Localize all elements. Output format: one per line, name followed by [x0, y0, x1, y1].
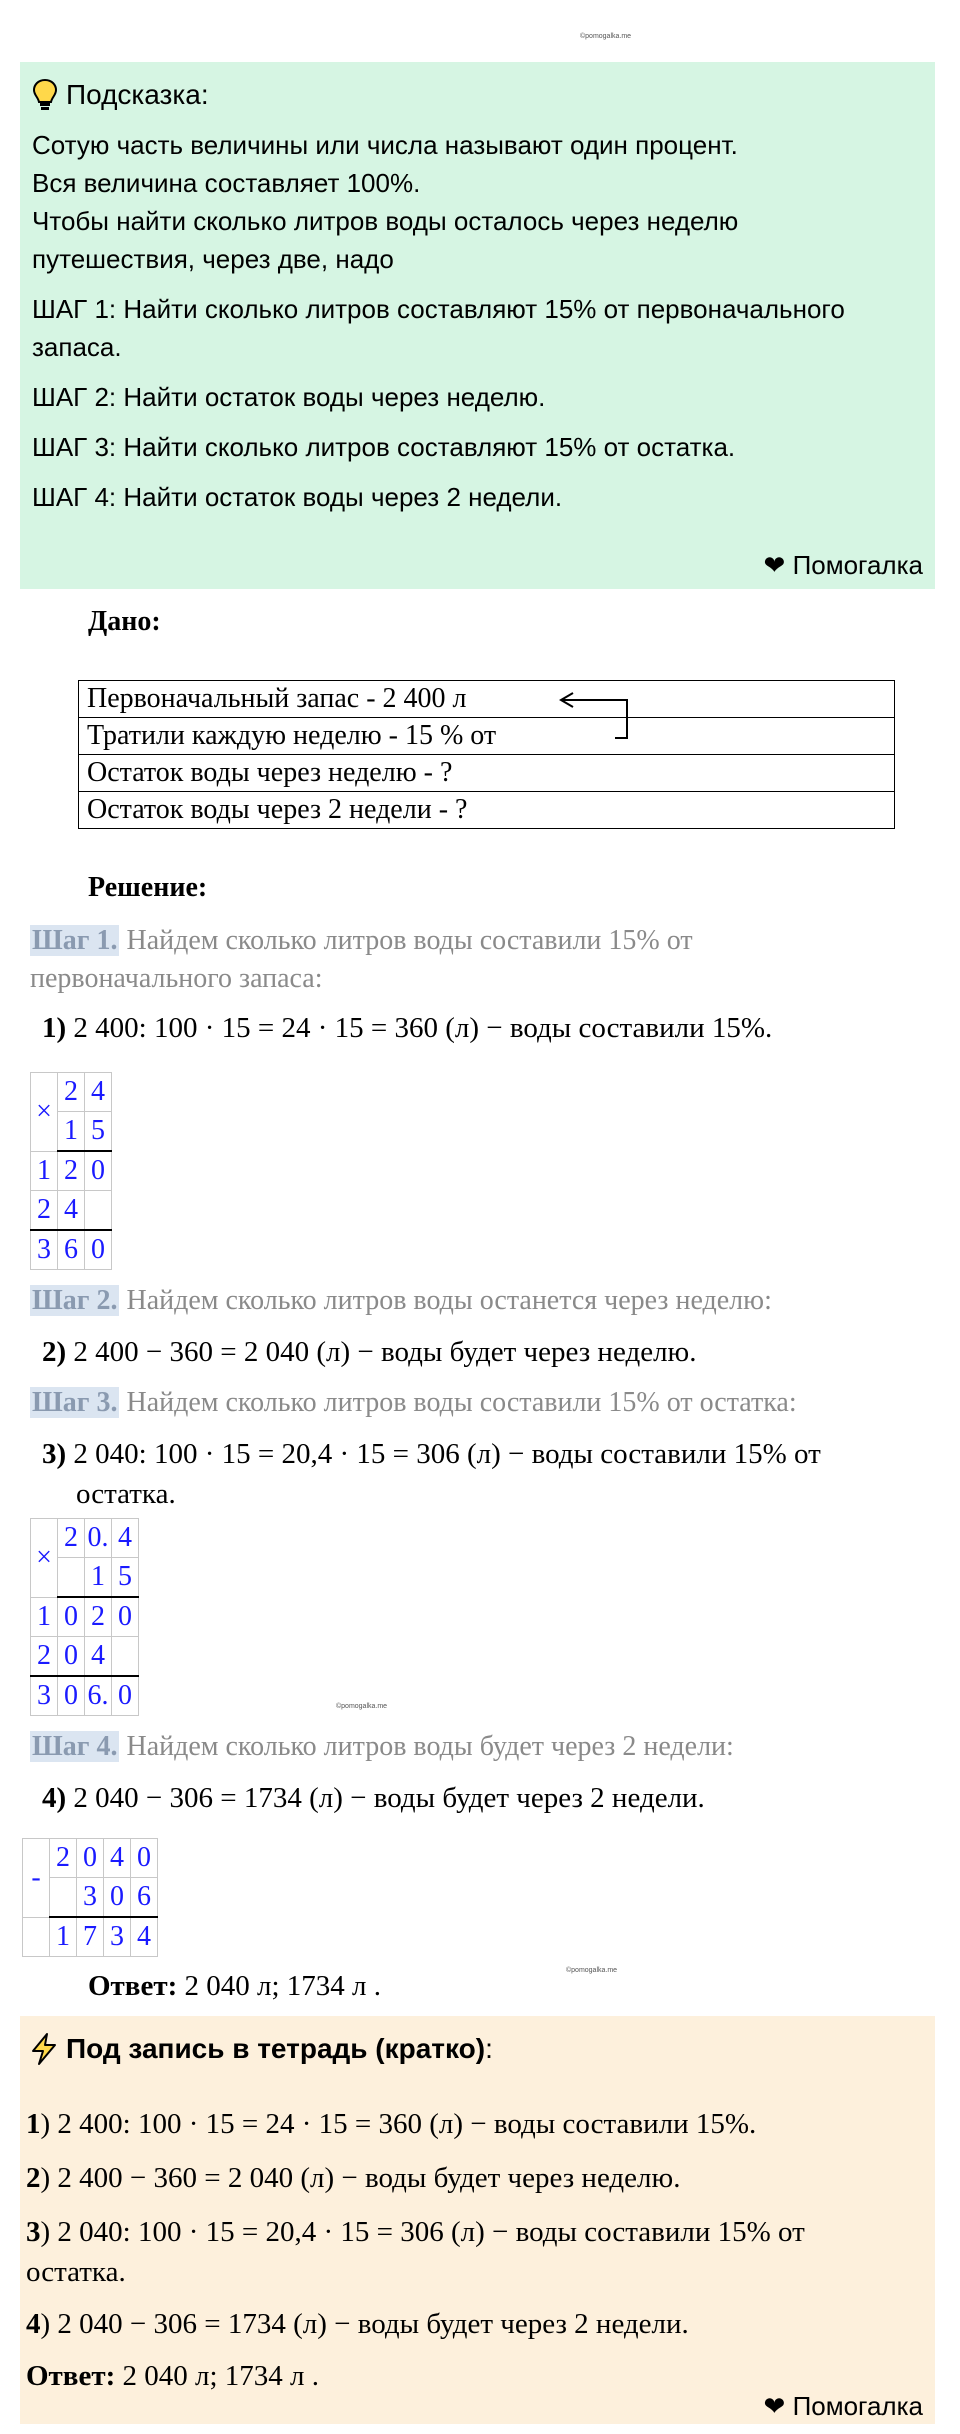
step-label: Шаг 2.	[32, 1285, 118, 1316]
formula-expr: 2 400: 100 · 15 = 24 · 15 = 360 (л) − воды составили 15%.	[66, 1012, 773, 1044]
answer-label: Ответ:	[88, 1970, 178, 2002]
formula-2	[42, 1332, 696, 1372]
step-1-heading	[30, 922, 693, 998]
grid-cell: 4	[85, 1073, 112, 1112]
given-cell: Тратили каждую неделю - 15 % от	[79, 718, 895, 755]
step-text: Найдем сколько литров воды составили 15% от остатка:	[119, 1387, 797, 1418]
given-title: Дано:	[88, 606, 161, 637]
step-3-heading	[30, 1384, 797, 1422]
notebook-box	[20, 2016, 935, 2424]
grid-cell: 2	[85, 1597, 112, 1637]
hint-line: Чтобы найти сколько литров воды осталось через неделю	[32, 206, 739, 236]
grid-cell: 2	[58, 1519, 85, 1558]
grid-cell: 4	[85, 1637, 112, 1677]
solution-title: Решение:	[88, 872, 208, 903]
grid-cell: 1	[31, 1597, 58, 1637]
table-row	[23, 1839, 158, 1878]
grid-cell: 0.	[85, 1519, 112, 1558]
grid-cell: 2	[58, 1073, 85, 1112]
step-text: Найдем сколько литров воды составили 15% от	[119, 925, 693, 956]
grid-cell: 3	[31, 1230, 58, 1270]
grid-cell: 0	[58, 1597, 85, 1637]
table-row	[31, 1151, 112, 1191]
grid-cell: ×	[31, 1519, 58, 1598]
table-row	[31, 1191, 112, 1231]
formula-4	[42, 1778, 705, 1818]
multiplication-grid-2	[30, 1518, 139, 1716]
brand-text: Помогалка	[792, 2391, 923, 2421]
line-text: ) 2 040 − 306 = 1734 (л) − воды будет через 2 недели.	[40, 2308, 689, 2340]
hint-step-text: Найти сколько литров составляют 15% от остатка.	[123, 432, 736, 462]
table-row	[79, 792, 895, 829]
hint-step-text: Найти сколько литров составляют 15% от первоначального	[123, 294, 845, 324]
grid-cell: 0	[112, 1676, 139, 1716]
brand-label	[764, 550, 923, 581]
grid-cell: 0	[77, 1839, 104, 1878]
lightbulb-icon	[32, 78, 58, 112]
hint-step-1	[32, 290, 923, 366]
grid-cell: 4	[112, 1519, 139, 1558]
hint-line: путешествия, через две, надо	[32, 244, 394, 274]
heart-icon: ❤	[763, 2391, 786, 2421]
formula-expr: 2 040 − 306 = 1734 (л) − воды будет через 2 недели.	[66, 1782, 705, 1814]
grid-cell: 0	[58, 1676, 85, 1716]
grid-cell: 3	[77, 1878, 104, 1918]
hint-step-text: Найти остаток воды через 2 недели.	[123, 482, 563, 512]
table-row	[31, 1073, 112, 1112]
formula-expr: остатка.	[76, 1478, 176, 1510]
notebook-line-4	[26, 2304, 689, 2344]
answer-text: 2 040 л; 1734 л .	[177, 1970, 382, 2002]
answer-text: 2 040 л; 1734 л .	[115, 2360, 320, 2392]
step-text: первоначального запаса:	[30, 963, 323, 994]
watermark: ©pomogalka.me	[566, 1967, 618, 1974]
line-text: остатка.	[26, 2256, 126, 2288]
brand-label	[764, 2391, 923, 2422]
grid-cell: 3	[31, 1676, 58, 1716]
answer	[88, 1966, 381, 2006]
hint-step-label: ШАГ 3:	[32, 432, 117, 462]
table-row	[31, 1230, 112, 1270]
grid-cell: 0	[131, 1839, 158, 1878]
grid-cell: 6	[131, 1878, 158, 1918]
step-label: Шаг 1.	[32, 925, 118, 956]
hint-title-text: Подсказка:	[66, 79, 209, 110]
table-row	[31, 1597, 139, 1637]
watermark: ©pomogalka.me	[580, 33, 632, 40]
notebook-title	[30, 2026, 925, 2072]
grid-cell: 7	[77, 1917, 104, 1957]
formula-num: 3)	[42, 1438, 67, 1470]
line-num: 4	[26, 2308, 41, 2340]
grid-cell	[85, 1191, 112, 1231]
table-row	[79, 681, 895, 718]
grid-cell: 3	[104, 1917, 131, 1957]
grid-cell: 6	[58, 1230, 85, 1270]
step-label: Шаг 3.	[32, 1387, 118, 1418]
hint-step-label: ШАГ 2:	[32, 382, 117, 412]
grid-cell: 0	[58, 1637, 85, 1677]
grid-cell: 4	[58, 1191, 85, 1231]
formula-1	[42, 1008, 772, 1048]
line-text: ) 2 400: 100 · 15 = 24 · 15 = 360 (л) − воды составили 15%.	[40, 2108, 757, 2140]
grid-cell: 0	[104, 1878, 131, 1918]
grid-cell: 6.	[85, 1676, 112, 1716]
hint-body	[32, 126, 923, 516]
grid-cell: 5	[85, 1112, 112, 1152]
reference-arrow-icon	[555, 688, 630, 744]
step-4-heading	[30, 1728, 734, 1766]
formula-num: 4)	[42, 1782, 67, 1814]
grid-cell: 1	[58, 1112, 85, 1152]
notebook-line-1	[26, 2104, 756, 2144]
line-text: ) 2 040: 100 · 15 = 20,4 · 15 = 306 (л) − воды составили 15% от	[40, 2216, 805, 2248]
formula-num: 2)	[42, 1336, 67, 1368]
step-label: Шаг 4.	[32, 1731, 118, 1762]
grid-cell: 0	[85, 1230, 112, 1270]
hint-title	[32, 72, 923, 118]
notebook-line-3	[26, 2212, 805, 2292]
table-row	[23, 1917, 158, 1957]
hint-line: Сотую часть величины или числа называют один процент.	[32, 130, 738, 160]
line-num: 1	[26, 2108, 41, 2140]
hint-step-2	[32, 378, 923, 416]
notebook-line-2	[26, 2158, 680, 2198]
line-num: 3	[26, 2216, 41, 2248]
lightning-icon	[30, 2032, 58, 2066]
grid-cell: 0	[112, 1597, 139, 1637]
step-text: Найдем сколько литров воды останется через неделю:	[119, 1285, 772, 1316]
hint-step-4	[32, 478, 923, 516]
formula-expr: 2 400 − 360 = 2 040 (л) − воды будет через неделю.	[66, 1336, 697, 1368]
multiplication-grid-1	[30, 1072, 112, 1270]
hint-step-label: ШАГ 1:	[32, 294, 117, 324]
grid-cell: ×	[31, 1073, 58, 1152]
notebook-answer	[26, 2356, 319, 2396]
given-table	[78, 680, 895, 829]
given-cell: Первоначальный запас - 2 400 л	[79, 681, 895, 718]
formula-3	[42, 1434, 821, 1514]
grid-cell: 2	[31, 1191, 58, 1231]
grid-cell: 1	[31, 1151, 58, 1191]
step-2-heading	[30, 1282, 772, 1320]
grid-cell: 1	[50, 1917, 77, 1957]
notebook-title-text: Под запись в тетрадь (кратко):	[66, 2033, 493, 2064]
hint-step-label: ШАГ 4:	[32, 482, 117, 512]
grid-cell: 4	[104, 1839, 131, 1878]
grid-cell	[50, 1878, 77, 1918]
heart-icon: ❤	[763, 550, 786, 580]
hint-step-text: запаса.	[32, 332, 122, 362]
watermark: ©pomogalka.me	[336, 1703, 388, 1710]
formula-num: 1)	[42, 1012, 67, 1044]
table-row	[31, 1637, 139, 1677]
table-row	[79, 755, 895, 792]
grid-cell: 2	[31, 1637, 58, 1677]
brand-text: Помогалка	[792, 550, 923, 580]
line-text: ) 2 400 − 360 = 2 040 (л) − воды будет через неделю.	[40, 2162, 681, 2194]
grid-cell: 5	[112, 1558, 139, 1598]
table-row	[31, 1676, 139, 1716]
hint-line: Вся величина составляет 100%.	[32, 168, 421, 198]
grid-cell	[112, 1637, 139, 1677]
step-text: Найдем сколько литров воды будет через 2 недели:	[119, 1731, 734, 1762]
grid-cell: 2	[58, 1151, 85, 1191]
table-row	[31, 1519, 139, 1558]
hint-step-3	[32, 428, 923, 466]
hint-step-text: Найти остаток воды через неделю.	[123, 382, 546, 412]
grid-cell: 2	[50, 1839, 77, 1878]
grid-cell: 0	[85, 1151, 112, 1191]
grid-cell: 1	[85, 1558, 112, 1598]
grid-cell: -	[23, 1839, 50, 1918]
subtraction-grid	[22, 1838, 158, 1957]
answer-label: Ответ:	[26, 2360, 116, 2392]
grid-cell	[58, 1558, 85, 1598]
given-cell: Остаток воды через неделю - ?	[79, 755, 895, 792]
grid-cell	[23, 1917, 50, 1957]
given-cell: Остаток воды через 2 недели - ?	[79, 792, 895, 829]
hint-box	[20, 62, 935, 589]
formula-expr: 2 040: 100 · 15 = 20,4 · 15 = 306 (л) − воды составили 15% от	[66, 1438, 821, 1470]
table-row	[79, 718, 895, 755]
grid-cell: 4	[131, 1917, 158, 1957]
line-num: 2	[26, 2162, 41, 2194]
